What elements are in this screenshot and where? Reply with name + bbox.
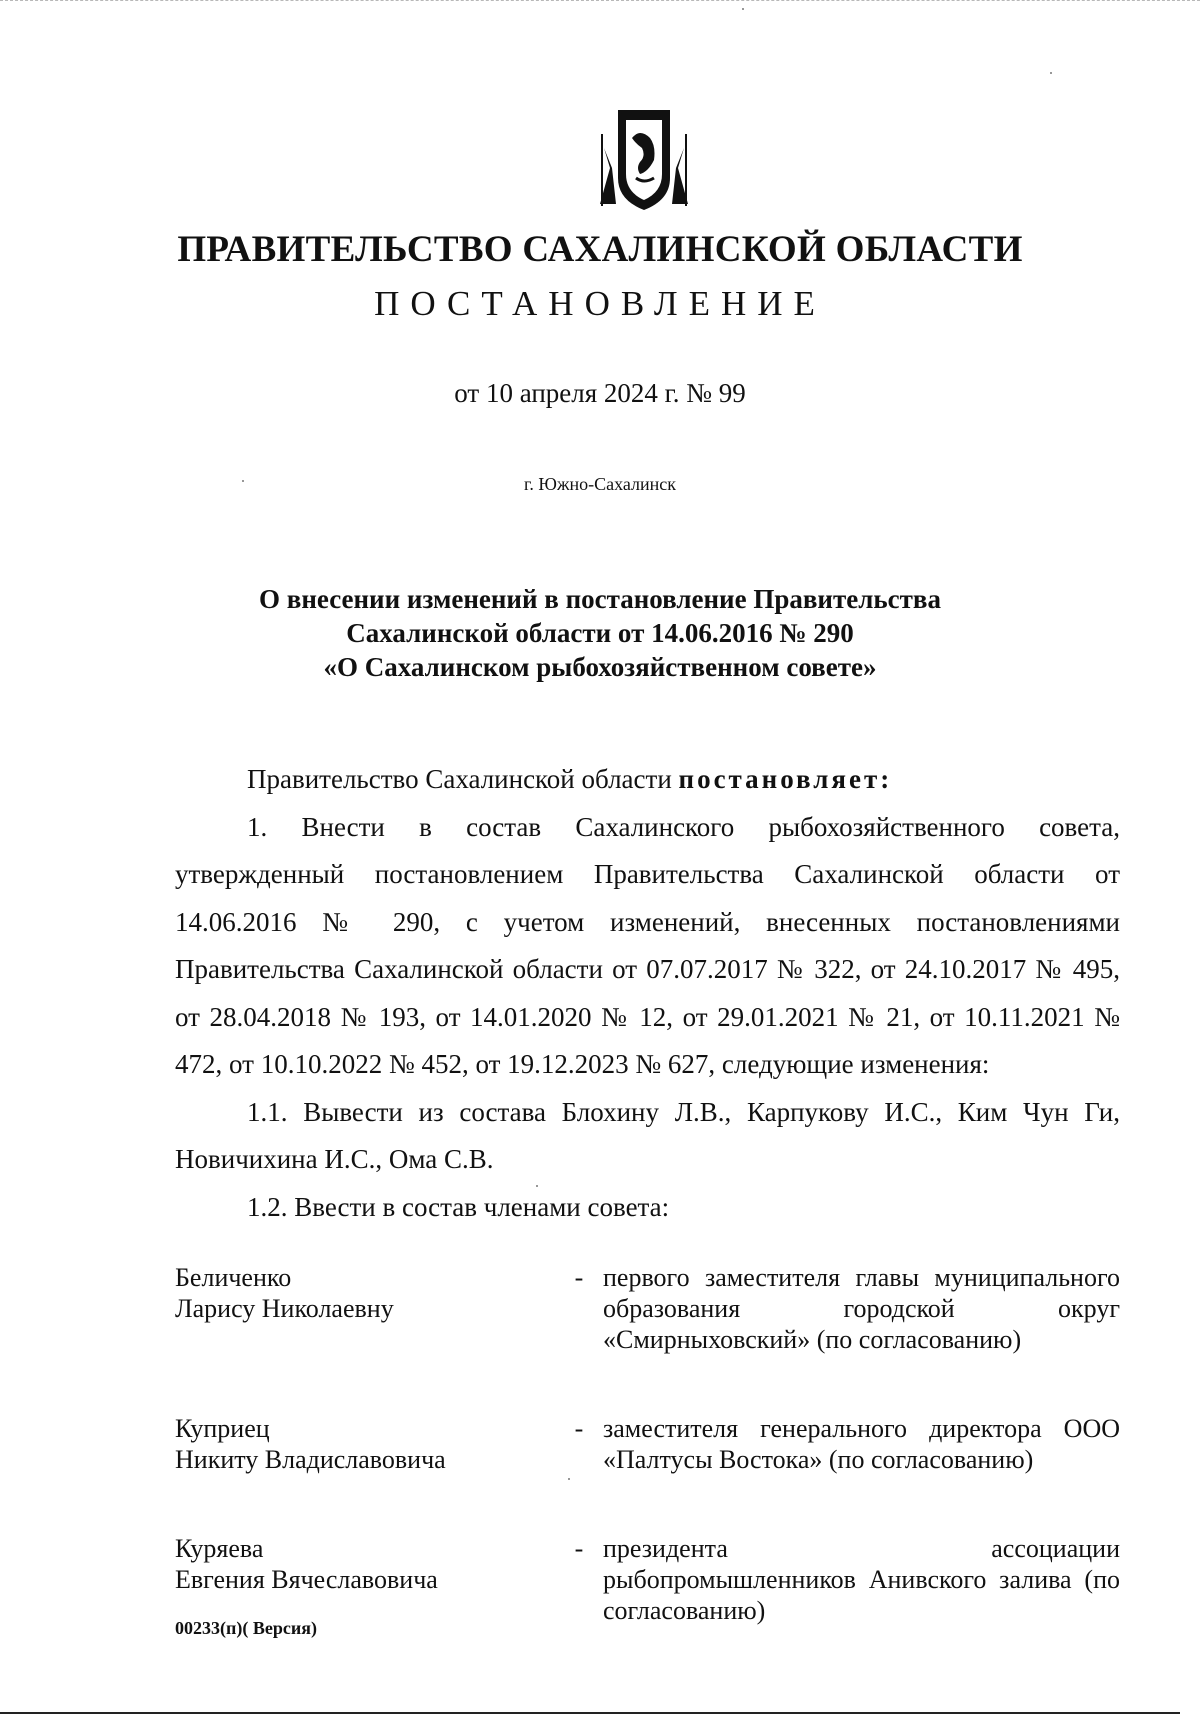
- scan-speck: [536, 1185, 538, 1187]
- footer-document-code: 00233(п)( Версия): [175, 1618, 317, 1638]
- member-surname: Куприец: [175, 1414, 270, 1443]
- member-given-names: Евгения Вячеславовича: [175, 1565, 438, 1594]
- document-place: г. Южно-Сахалинск: [523, 474, 677, 494]
- document-type: ПОСТАНОВЛЕНИЕ: [374, 284, 826, 323]
- member-role: первого заместителя главы муниципального образования городской округ «Смирныховский» (по согласованию): [603, 1263, 1120, 1354]
- scan-speck: [742, 8, 744, 10]
- coat-of-arms-icon: [596, 108, 692, 212]
- resolve-word: постановляет:: [678, 764, 893, 794]
- member-row: [175, 1262, 1120, 1355]
- item-1-paragraph: 1. Внести в состав Сахалинского рыбохозяйственного совета, утвержденный постановлением Правительства Сахалинской области от 14.06.2016 № 290, с учетом изменений, внесенных постановлениями Правительства Сахалинской области от 07.07.2017 № 322, от 24.10.2017 № 495, от 28.04.2018 № 193, от 14.01.2020 № 12, от 29.01.2021 № 21, от 10.11.2021 № 472, от 10.10.2022 № 452, от 19.12.2023 № 627, следующие изменения:: [175, 811, 1120, 1079]
- member-row: [175, 1413, 1120, 1475]
- member-name: [175, 1413, 555, 1475]
- member-name: [175, 1533, 555, 1626]
- member-role: президента ассоциации рыбопромышленников Анивского залива (по согласованию): [603, 1534, 1120, 1625]
- item-1-2-paragraph: 1.2. Ввести в состав членами совета:: [247, 1191, 670, 1222]
- intro-text: Правительство Сахалинской области: [247, 764, 672, 794]
- scan-speck: [1050, 72, 1052, 74]
- document-date-number: от 10 апреля 2024 г. № 99: [454, 378, 746, 408]
- government-title: ПРАВИТЕЛЬСТВО САХАЛИНСКОЙ ОБЛАСТИ: [177, 229, 1023, 270]
- top-scan-edge: [0, 0, 1200, 2]
- member-dash: -: [574, 1414, 584, 1443]
- scan-speck: [568, 1478, 570, 1480]
- document-subject: [200, 582, 1000, 684]
- member-given-names: Никиту Владиславовича: [175, 1445, 446, 1474]
- bottom-scan-edge: [0, 1712, 1180, 1714]
- intro-paragraph: [175, 756, 1120, 804]
- subject-line-2: Сахалинской области от 14.06.2016 № 290: [346, 618, 854, 648]
- member-name: [175, 1262, 555, 1355]
- member-given-names: Ларису Николаевну: [175, 1294, 394, 1323]
- member-dash: -: [574, 1263, 584, 1292]
- scan-speck: [242, 480, 244, 482]
- member-row: [175, 1533, 1120, 1626]
- subject-line-3: «О Сахалинском рыбохозяйственном совете»: [323, 652, 877, 682]
- document-body: [175, 756, 1120, 1231]
- member-dash: -: [574, 1534, 584, 1563]
- subject-line-1: О внесении изменений в постановление Правительства: [259, 584, 941, 614]
- item-1-1-paragraph: 1.1. Вывести из состава Блохину Л.В., Карпукову И.С., Ким Чун Ги, Новичихина И.С., Ома С.В.: [175, 1096, 1120, 1174]
- member-role: заместителя генерального директора ООО «Палтусы Востока» (по согласованию): [603, 1414, 1120, 1474]
- member-surname: Беличенко: [175, 1263, 292, 1292]
- member-surname: Куряева: [175, 1534, 264, 1563]
